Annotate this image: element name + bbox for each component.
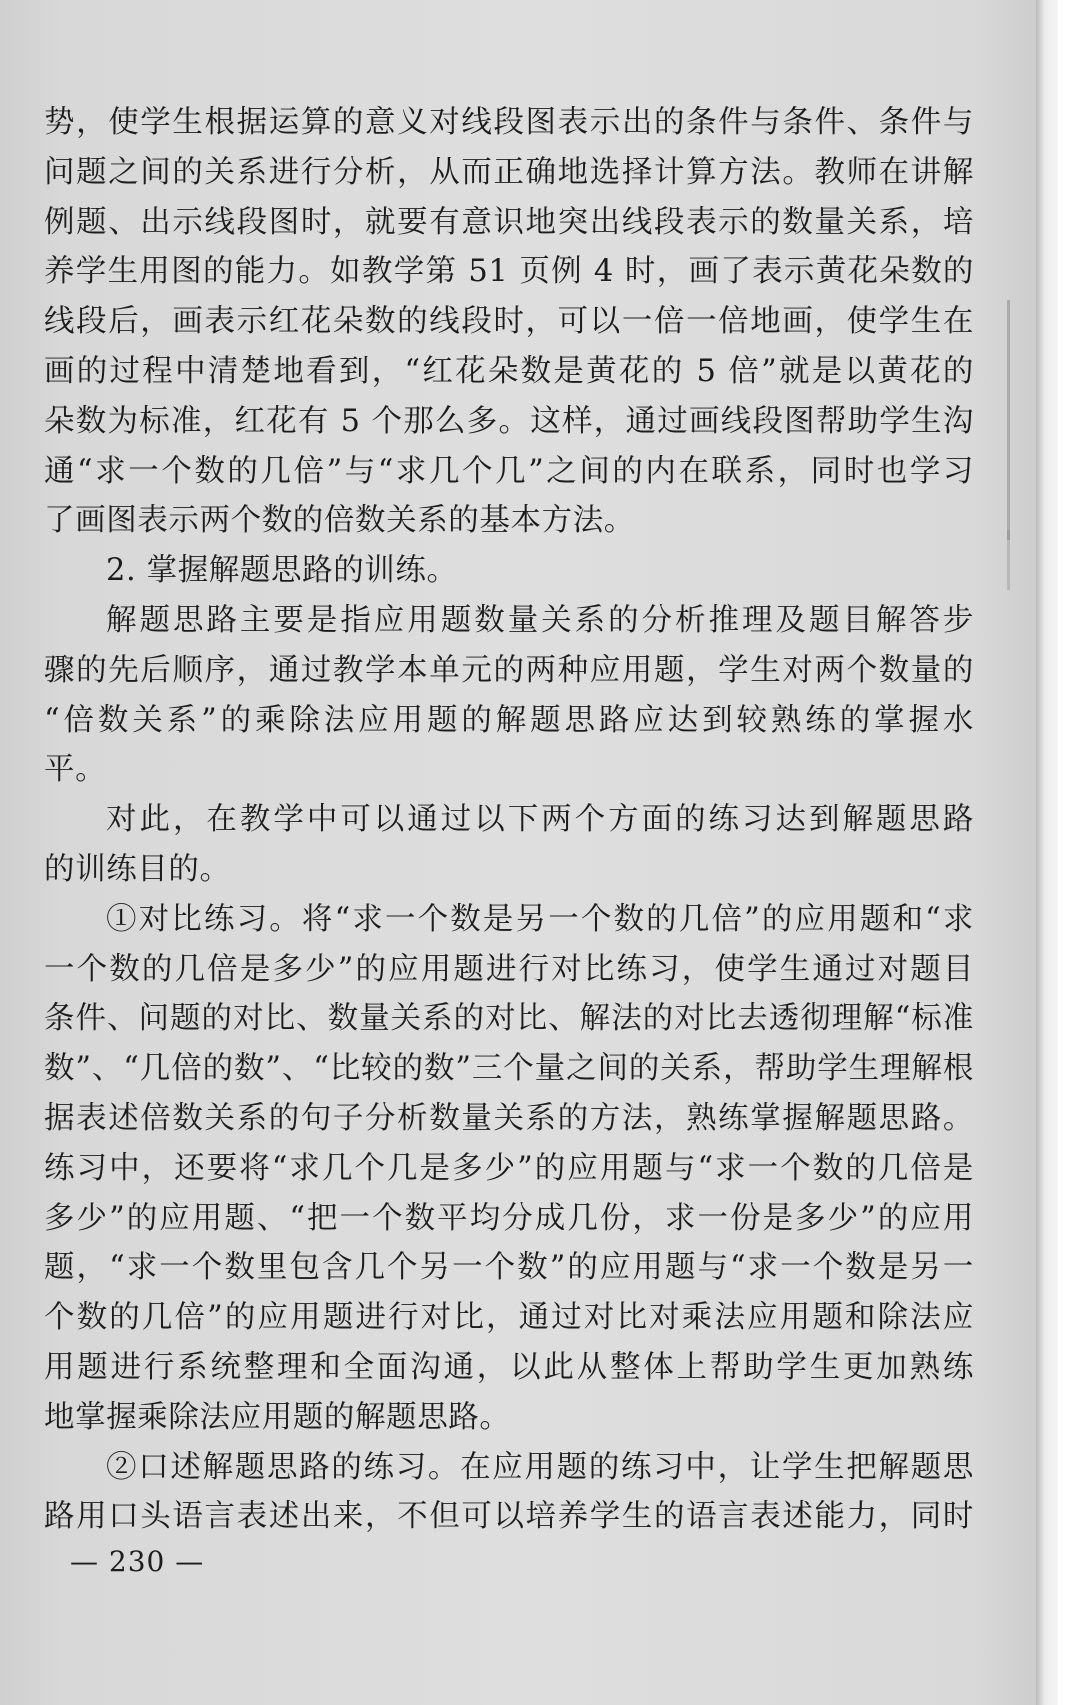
- text-line: 据表述倍数关系的句子分析数量关系的方法，熟练掌握解题思路。: [44, 1100, 974, 1136]
- text-line: ②口述解题思路的练习。在应用题的练习中，让学生把解题思: [106, 1449, 974, 1485]
- text-line: 骤的先后顺序，通过教学本单元的两种应用题，学生对两个数量的: [44, 652, 974, 688]
- text-line: 数”、“几倍的数”、“比较的数”三个量之间的关系，帮助学生理解根: [44, 1051, 974, 1087]
- text-line: 朵数为标准，红花有 5 个那么多。这样，通过画线段图帮助学生沟: [44, 403, 974, 439]
- text-line: 解题思路主要是指应用题数量关系的分析推理及题目解答步: [106, 602, 974, 638]
- page-number: — 230 —: [70, 1545, 205, 1578]
- text-line: 多少”的应用题、“把一个数平均分成几份，求一份是多少”的应用: [44, 1200, 974, 1236]
- text-line: 通“求一个数的几倍”与“求几个几”之间的内在联系，同时也学习: [44, 453, 974, 489]
- text-line: 对此，在教学中可以通过以下两个方面的练习达到解题思路: [106, 802, 974, 838]
- text-line: 例题、出示线段图时，就要有意识地突出线段表示的数量关系，培: [44, 204, 974, 240]
- text-line: 用题进行系统整理和全面沟通，以此从整体上帮助学生更加熟练: [44, 1349, 974, 1385]
- text-line: 线段后，画表示红花朵数的线段时，可以一倍一倍地画，使学生在: [44, 304, 974, 340]
- section-heading: 2. 掌握解题思路的训练。: [106, 553, 458, 589]
- text-line: 个数的几倍”的应用题进行对比，通过对比对乘法应用题和除法应: [44, 1300, 974, 1336]
- text-line: 平。: [44, 752, 107, 788]
- text-line: 题，“求一个数里包含几个另一个数”的应用题与“求一个数是另一: [44, 1250, 974, 1286]
- text-line: 养学生用图的能力。如教学第 51 页例 4 时，画了表示黄花朵数的: [44, 254, 974, 290]
- page-edge: [1036, 0, 1058, 1705]
- text-line: 练习中，还要将“求几个几是多少”的应用题与“求一个数的几倍是: [44, 1150, 974, 1186]
- text-line: 了画图表示两个数的倍数关系的基本方法。: [44, 503, 635, 539]
- body-text: [44, 98, 974, 1542]
- text-line: 条件、问题的对比、数量关系的对比、解法的对比去透彻理解“标准: [44, 1001, 974, 1037]
- bleed-mark: [1007, 530, 1010, 590]
- text-line: 的训练目的。: [44, 851, 231, 887]
- text-line: 一个数的几倍是多少”的应用题进行对比练习，使学生通过对题目: [44, 951, 974, 987]
- text-line: 势，使学生根据运算的意义对线段图表示出的条件与条件、条件与: [44, 105, 974, 140]
- text-line: ①对比练习。将“求一个数是另一个数的几倍”的应用题和“求: [106, 901, 974, 937]
- text-line: 地掌握乘除法应用题的解题思路。: [44, 1399, 511, 1435]
- text-line: 画的过程中清楚地看到，“红花朵数是黄花的 5 倍”就是以黄花的: [44, 353, 974, 389]
- text-line: 问题之间的关系进行分析，从而正确地选择计算方法。教师在讲解: [44, 154, 974, 190]
- text-line: “倍数关系”的乘除法应用题的解题思路应达到较熟练的掌握水: [44, 702, 974, 738]
- text-line: 路用口头语言表述出来，不但可以培养学生的语言表述能力，同时: [44, 1499, 974, 1535]
- bleed-mark: [1007, 300, 1010, 540]
